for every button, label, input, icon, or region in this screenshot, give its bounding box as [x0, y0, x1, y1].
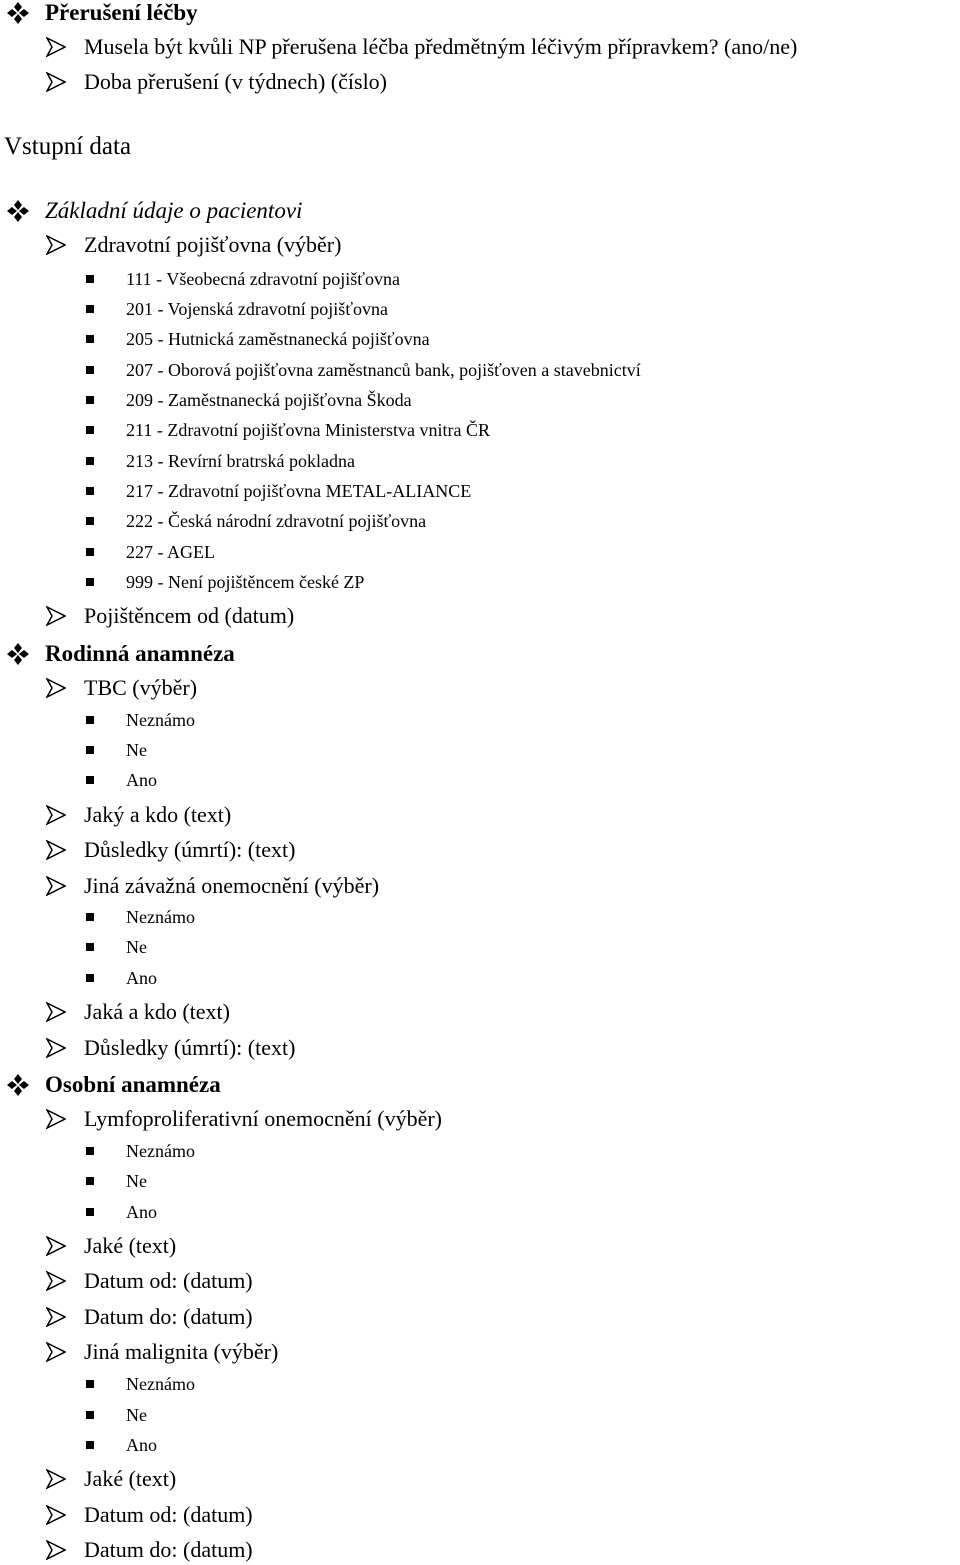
item-text: Pojištěncem od (datum) — [84, 603, 295, 628]
square-bullet-icon — [86, 305, 94, 313]
arrow-bullet-icon — [46, 1505, 66, 1525]
item-text: 217 - Zdravotní pojišťovna METAL-ALIANCE — [126, 481, 472, 501]
item-text: Neznámo — [126, 710, 195, 730]
item-text: Ano — [126, 1202, 157, 1222]
item-text: 209 - Zaměstnanecká pojišťovna Škoda — [126, 390, 412, 410]
item-text: Jaká a kdo (text) — [84, 999, 230, 1024]
square-bullet-icon — [86, 776, 94, 784]
arrow-bullet-icon — [46, 72, 66, 92]
arrow-bullet-icon — [46, 1469, 66, 1489]
square-bullet-icon — [86, 578, 94, 586]
square-bullet-icon — [86, 746, 94, 754]
item-text: 999 - Není pojištěncem české ZP — [126, 572, 365, 592]
arrow-bullet-icon — [46, 678, 66, 698]
item-text: Zdravotní pojišťovna (výběr) — [84, 232, 342, 257]
square-bullet-icon — [86, 457, 94, 465]
item-text: 222 - Česká národní zdravotní pojišťovna — [126, 511, 427, 531]
item-text: Doba přerušení (v týdnech) (číslo) — [84, 69, 388, 94]
item-text: Datum do: (datum) — [84, 1537, 253, 1562]
arrow-bullet-icon — [46, 1307, 66, 1327]
item-text: Datum od: (datum) — [84, 1268, 253, 1293]
square-bullet-icon — [86, 396, 94, 404]
arrow-bullet-icon — [46, 1236, 66, 1256]
square-bullet-icon — [86, 913, 94, 921]
item-text: Lymfoproliferativní onemocnění (výběr) — [84, 1106, 442, 1131]
item-text: Důsledky (úmrtí): (text) — [84, 837, 296, 862]
item-text: Jaké (text) — [84, 1233, 177, 1258]
square-bullet-icon — [86, 548, 94, 556]
square-bullet-icon — [86, 426, 94, 434]
section-title: Osobní anamnéza — [45, 1072, 221, 1097]
section-title: Přerušení léčby — [45, 0, 198, 25]
item-text: Neznámo — [126, 1374, 195, 1394]
item-text: 213 - Revírní bratrská pokladna — [126, 451, 355, 471]
arrow-bullet-icon — [46, 235, 66, 255]
item-text: Neznámo — [126, 907, 195, 927]
item-text: Jaký a kdo (text) — [84, 802, 232, 827]
square-bullet-icon — [86, 517, 94, 525]
item-text: Jaké (text) — [84, 1466, 177, 1491]
item-text: Ano — [126, 770, 157, 790]
item-text: Ne — [126, 740, 147, 760]
arrow-bullet-icon — [46, 37, 66, 57]
square-bullet-icon — [86, 366, 94, 374]
item-text: Ano — [126, 968, 157, 988]
arrow-bullet-icon — [46, 1342, 66, 1362]
item-text: Důsledky (úmrtí): (text) — [84, 1035, 296, 1060]
diamond-bullet-icon — [6, 642, 30, 666]
item-text: Ne — [126, 1171, 147, 1191]
item-text: TBC (výběr) — [84, 675, 198, 700]
arrow-bullet-icon — [46, 840, 66, 860]
item-text: Datum od: (datum) — [84, 1502, 253, 1527]
square-bullet-icon — [86, 1177, 94, 1185]
diamond-bullet-icon — [6, 1073, 30, 1097]
heading-vstupni-data: Vstupní data — [4, 133, 132, 160]
arrow-bullet-icon — [46, 1002, 66, 1022]
section-title: Základní údaje o pacientovi — [45, 198, 303, 223]
square-bullet-icon — [86, 1208, 94, 1216]
square-bullet-icon — [86, 716, 94, 724]
arrow-bullet-icon — [46, 1038, 66, 1058]
square-bullet-icon — [86, 487, 94, 495]
item-text: Ne — [126, 937, 147, 957]
item-text: Jiná závažná onemocnění (výběr) — [84, 873, 380, 898]
section-title: Rodinná anamnéza — [45, 641, 235, 666]
item-text: 205 - Hutnická zaměstnanecká pojišťovna — [126, 329, 430, 349]
square-bullet-icon — [86, 974, 94, 982]
square-bullet-icon — [86, 275, 94, 283]
arrow-bullet-icon — [46, 606, 66, 626]
arrow-bullet-icon — [46, 1109, 66, 1129]
square-bullet-icon — [86, 1147, 94, 1155]
item-text: 211 - Zdravotní pojišťovna Ministerstva vnitra ČR — [126, 420, 490, 440]
item-text: Musela být kvůli NP přerušena léčba předmětným léčivým přípravkem? (ano/ne) — [84, 34, 798, 59]
item-text: 227 - AGEL — [126, 542, 215, 562]
square-bullet-icon — [86, 943, 94, 951]
item-text: Neznámo — [126, 1141, 195, 1161]
square-bullet-icon — [86, 1441, 94, 1449]
item-text: Ano — [126, 1435, 157, 1455]
square-bullet-icon — [86, 1411, 94, 1419]
item-text: 111 - Všeobecná zdravotní pojišťovna — [126, 269, 400, 289]
arrow-bullet-icon — [46, 1271, 66, 1291]
arrow-bullet-icon — [46, 1540, 66, 1560]
arrow-bullet-icon — [46, 876, 66, 896]
arrow-bullet-icon — [46, 805, 66, 825]
square-bullet-icon — [86, 1380, 94, 1388]
diamond-bullet-icon — [6, 1, 30, 25]
square-bullet-icon — [86, 335, 94, 343]
item-text: 207 - Oborová pojišťovna zaměstnanců bank, pojišťoven a stavebnictví — [126, 360, 641, 380]
item-text: 201 - Vojenská zdravotní pojišťovna — [126, 299, 388, 319]
item-text: Jiná malignita (výběr) — [84, 1339, 279, 1364]
diamond-bullet-icon — [6, 199, 30, 223]
item-text: Ne — [126, 1405, 147, 1425]
item-text: Datum do: (datum) — [84, 1304, 253, 1329]
